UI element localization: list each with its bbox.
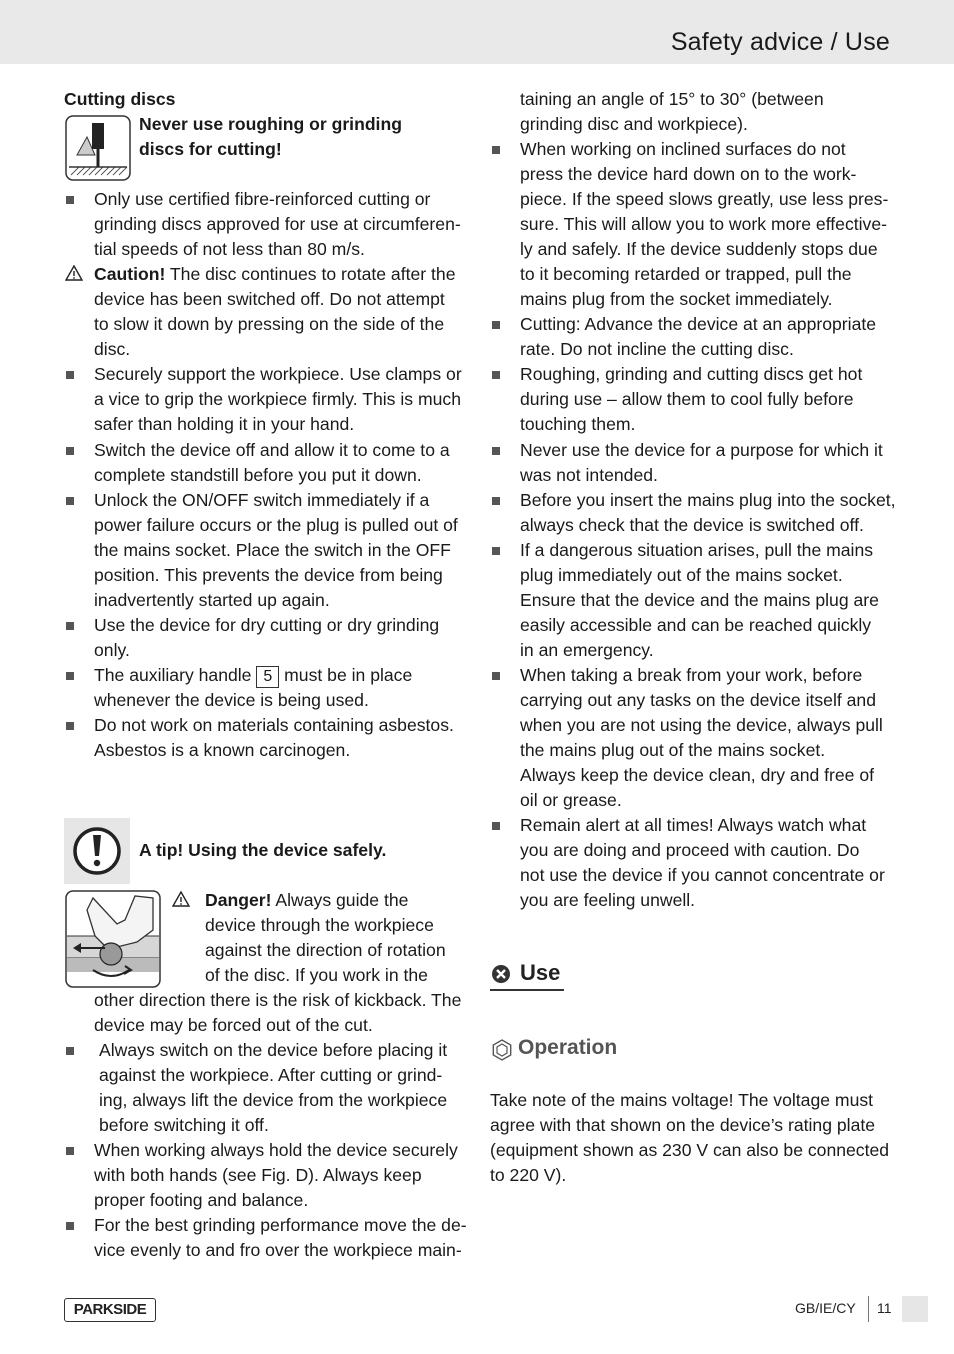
list-item: When taking a break from your work, before (520, 665, 863, 685)
bullet-icon (492, 371, 500, 379)
bullet-icon (66, 497, 74, 505)
caution-text: The disc continues to rotate after the (165, 264, 456, 284)
list-item: complete standstill before you put it down. (94, 465, 422, 485)
list-item: a vice to grip the workpiece firmly. This is much (94, 389, 461, 409)
list-item: Always switch on the device before placing it (99, 1040, 448, 1060)
list-item: grinding discs approved for use at circumferen- (94, 214, 461, 234)
brand-logo (64, 1298, 156, 1322)
list-item: was not intended. (520, 465, 658, 485)
bullet-icon (66, 1147, 74, 1155)
list-item: When working on inclined surfaces do not (520, 139, 846, 159)
list-item: the mains plug out of the mains socket. (520, 740, 826, 760)
bullet-icon (66, 371, 74, 379)
list-item: during use – allow them to cool fully before (520, 389, 854, 409)
bullet-icon (66, 196, 74, 204)
bullet-icon (492, 146, 500, 154)
list-item: you are doing and proceed with caution. Do (520, 840, 860, 860)
page-title: Safety advice / Use (670, 28, 890, 56)
list-item: Switch the device off and allow it to come to a (94, 440, 450, 460)
exclamation-icon (64, 818, 130, 889)
caution-text: disc. (94, 339, 131, 359)
list-item: position. This prevents the device from being (94, 565, 443, 585)
brand-logo-text: PARKSIDE (73, 1301, 147, 1318)
list-item: mains plug from the socket immediately. (520, 289, 833, 309)
list-item: tial speeds of not less than 80 m/s. (94, 239, 365, 259)
list-item: only. (94, 640, 130, 660)
use-heading: Use (520, 960, 561, 985)
danger-label: Danger! (205, 890, 272, 910)
list-item: Roughing, grinding and cutting discs get hot (520, 364, 863, 384)
list-item: Unlock the ON/OFF switch immediately if a (94, 490, 430, 510)
list-item: in an emergency. (520, 640, 654, 660)
list-item: Always keep the device clean, dry and free of (520, 765, 875, 785)
caution-text: device has been switched off. Do not attempt (94, 289, 445, 309)
list-item: Asbestos is a known carcinogen. (94, 740, 351, 760)
tip-heading: A tip! Using the device safely. (139, 840, 387, 860)
list-item: Securely support the workpiece. Use clamps or (94, 364, 462, 384)
list-item: before switching it off. (99, 1115, 269, 1135)
grinder-direction-icon (65, 890, 161, 993)
list-item: you are feeling unwell. (520, 890, 696, 910)
list-item: press the device hard down on to the work- (520, 164, 857, 184)
bullet-icon (492, 547, 500, 555)
list-item-text: must be in place (279, 665, 413, 685)
bullet-icon (66, 622, 74, 630)
list-item: always check that the device is switched off. (520, 515, 864, 535)
bullet-icon (66, 1047, 74, 1055)
caution-label: Caution! (94, 264, 166, 284)
list-item: vice evenly to and fro over the workpiece main- (94, 1240, 462, 1260)
list-item (94, 663, 412, 688)
footer-divider (868, 1296, 869, 1322)
list-item: For the best grinding performance move the de- (94, 1215, 467, 1235)
bullet-icon (492, 822, 500, 830)
list-item: Ensure that the device and the mains plug are (520, 590, 879, 610)
danger-triangle-icon (172, 891, 190, 912)
cutting-disc-warning-icon (65, 115, 131, 186)
list-item: Use the device for dry cutting or dry grinding (94, 615, 440, 635)
list-item: piece. If the speed slows greatly, use less pres- (520, 189, 889, 209)
list-item: plug immediately out of the mains socket. (520, 565, 843, 585)
list-item: If a dangerous situation arises, pull the mains (520, 540, 874, 560)
list-item: touching them. (520, 414, 636, 434)
list-item: with both hands (see Fig. D). Always keep (94, 1165, 422, 1185)
danger-text: other direction there is the risk of kickback. The (94, 990, 462, 1010)
caution-triangle-icon (65, 265, 83, 286)
list-item: proper footing and balance. (94, 1190, 309, 1210)
list-item: easily accessible and can be reached quickly (520, 615, 872, 635)
list-item: rate. Do not incline the cutting disc. (520, 339, 794, 359)
list-item: carrying out any tasks on the device itself and (520, 690, 876, 710)
bullet-icon (492, 447, 500, 455)
list-item: Remain alert at all times! Always watch what (520, 815, 867, 835)
bullet-icon (66, 722, 74, 730)
caution-text: to slow it down by pressing on the side of the (94, 314, 445, 334)
operation-heading: Operation (518, 1036, 618, 1059)
list-item: power failure occurs or the plug is pulled out of (94, 515, 458, 535)
operation-text: Take note of the mains voltage! The voltage must (490, 1090, 874, 1110)
danger-text: device may be forced out of the cut. (94, 1015, 373, 1035)
caution-line (94, 262, 456, 287)
list-item: Never use the device for a purpose for which it (520, 440, 883, 460)
bullet-icon (492, 321, 500, 329)
list-item: the mains socket. Place the switch in the OFF (94, 540, 451, 560)
list-item: not use the device if you cannot concentrate or (520, 865, 885, 885)
operation-text: agree with that shown on the device’s rating plate (490, 1115, 876, 1135)
list-item: whenever the device is being used. (94, 690, 369, 710)
never-use-warning-line2: discs for cutting! (139, 139, 282, 159)
bullet-icon (66, 672, 74, 680)
list-item: sure. This will allow you to work more effective- (520, 214, 887, 234)
danger-text: against the direction of rotation (205, 940, 446, 960)
list-item: ly and safely. If the device suddenly stops due (520, 239, 878, 259)
list-item: inadvertently started up again. (94, 590, 330, 610)
bullet-icon (492, 672, 500, 680)
list-item: When working always hold the device securely (94, 1140, 458, 1160)
list-item: safer than holding it in your hand. (94, 414, 355, 434)
danger-text: device through the workpiece (205, 915, 434, 935)
operation-text: to 220 V). (490, 1165, 567, 1185)
never-use-warning-line1: Never use roughing or grinding (139, 114, 402, 134)
page-number: 11 (877, 1300, 892, 1316)
list-item: oil or grease. (520, 790, 622, 810)
list-item: to it becoming retarded or trapped, pull the (520, 264, 852, 284)
list-item: when you are not using the device, always pull (520, 715, 883, 735)
danger-line (205, 888, 408, 913)
use-section-icon (491, 964, 511, 989)
cutting-discs-heading: Cutting discs (64, 89, 176, 109)
list-item: Only use certified fibre-reinforced cutting or (94, 189, 431, 209)
list-item: Before you insert the mains plug into the socket, (520, 490, 896, 510)
bullet-icon (492, 497, 500, 505)
operation-section-icon (491, 1039, 513, 1066)
list-item-continued: grinding disc and workpiece). (520, 114, 748, 134)
list-item: against the workpiece. After cutting or grind- (99, 1065, 443, 1085)
list-item: Cutting: Advance the device at an appropriate (520, 314, 877, 334)
footer-tab (902, 1296, 928, 1322)
list-item: ing, always lift the device from the workpiece (99, 1090, 448, 1110)
list-item-continued: taining an angle of 15° to 30° (between (520, 89, 824, 109)
list-item-text: The auxiliary handle (94, 665, 257, 685)
footer-region: GB/IE/CY (795, 1300, 856, 1316)
bullet-icon (66, 447, 74, 455)
list-item: Do not work on materials containing asbestos. (94, 715, 454, 735)
part-number-box: 5 (256, 666, 279, 688)
bullet-icon (66, 1222, 74, 1230)
operation-text: (equipment shown as 230 V can also be connected (490, 1140, 890, 1160)
danger-text: of the disc. If you work in the (205, 965, 428, 985)
danger-text: Always guide the (271, 890, 409, 910)
use-heading-underline (490, 989, 564, 991)
